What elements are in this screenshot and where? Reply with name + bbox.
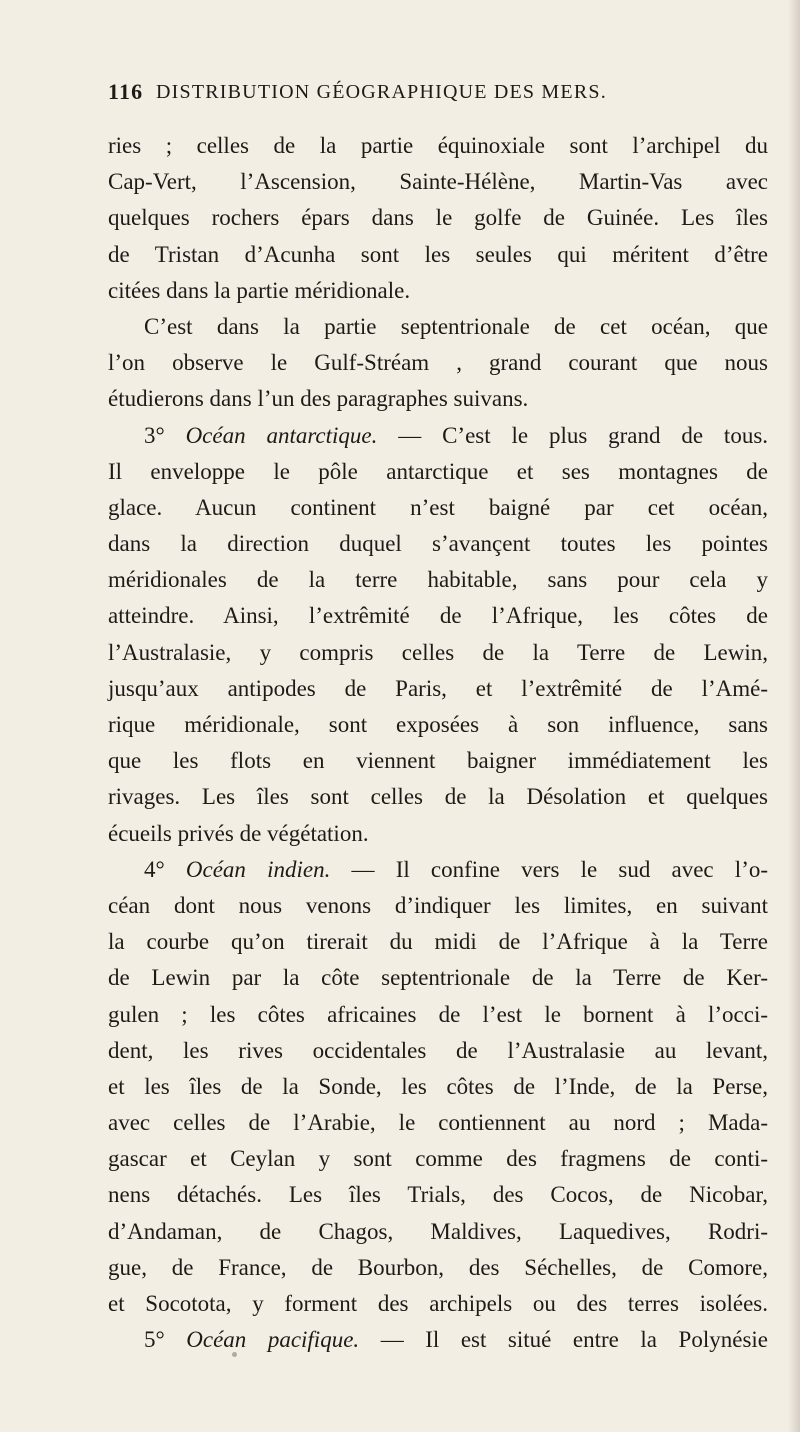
text-line: que les flots en viennent baigner immédiatement les (108, 748, 768, 774)
text-line: dans la direction duquel s’avançent toutes les pointes (108, 531, 768, 557)
section-intro: — Il confine vers le sud avec l’o- (330, 856, 769, 882)
section-heading-antarctic (108, 418, 768, 454)
section-title: Océan antarctique. (185, 422, 378, 448)
page-number: 116 (108, 79, 144, 104)
section-heading-indian (108, 852, 768, 888)
page-edge-shadow (788, 0, 800, 1432)
section-intro: — Il est situé entre la Polynésie (359, 1327, 768, 1353)
text-line: dent, les rives occidentales de l’Australasie au levant, (108, 1037, 768, 1063)
text-line: l’on observe le Gulf-Stréam , grand courant que nous (108, 350, 768, 376)
text-line: gascar et Ceylan y sont comme des fragmens de conti- (108, 1146, 768, 1172)
text-line: de Tristan d’Acunha sont les seules qui méritent d’être (108, 241, 768, 267)
text-line: C’est dans la partie septentrionale de cet océan, que (144, 313, 768, 339)
text-line: de Lewin par la côte septentrionale de la Terre de Ker- (108, 965, 768, 991)
text-line: jusqu’aux antipodes de Paris, et l’extrêmité de l’Amé- (108, 675, 768, 701)
ink-speck (232, 1352, 237, 1357)
text-line: l’Australasie, y compris celles de la Terre de Lewin, (108, 639, 768, 665)
running-title: DISTRIBUTION GÉOGRAPHIQUE DES MERS. (156, 81, 607, 103)
text-line: écueils privés de végétation. (108, 820, 369, 846)
text-line: quelques rochers épars dans le golfe de Guinée. Les îles (108, 205, 768, 231)
body-text (108, 128, 768, 1358)
text-line: rivages. Les îles sont celles de la Désolation et quelques (108, 784, 768, 810)
text-line: d’Andaman, de Chagos, Maldives, Laquedives, Rodri- (108, 1218, 768, 1244)
text-line: rique méridionale, sont exposées à son influence, sans (108, 712, 768, 737)
text-line: avec celles de l’Arabie, le contiennent au nord ; Mada- (108, 1110, 768, 1136)
text-line: la courbe qu’on tirerait du midi de l’Afrique à la Terre (108, 929, 768, 955)
section-number: 5° (144, 1327, 165, 1353)
text-line: citées dans la partie méridionale. (108, 277, 411, 303)
section-title: Océan indien. (185, 856, 331, 882)
text-line: étudierons dans l’un des paragraphes suivans. (108, 386, 529, 412)
text-line: glace. Aucun continent n’est baigné par cet océan, (108, 494, 768, 520)
text-line: et les îles de la Sonde, les côtes de l’Inde, de la Perse, (108, 1073, 768, 1099)
text-line: Cap-Vert, l’Ascension, Sainte-Hélène, Martin-Vas avec (108, 169, 768, 195)
section-title: Océan pacifique. (186, 1327, 360, 1353)
text-line: céan dont nous venons d’indiquer les limites, en suivant (108, 892, 768, 918)
text-line: gulen ; les côtes africaines de l’est le bornent à l’occi- (108, 1001, 768, 1027)
text-line: gue, de France, de Bourbon, des Séchelles, de Comore, (108, 1254, 768, 1280)
section-heading-pacific (108, 1322, 768, 1358)
section-intro: — C’est le plus grand de tous. (377, 422, 769, 448)
text-line: et Socotota, y forment des archipels ou des terres isolées. (108, 1291, 768, 1316)
text-line: nens détachés. Les îles Trials, des Cocos, de Nicobar, (108, 1182, 768, 1208)
text-line: atteindre. Ainsi, l’extrêmité de l’Afrique, les côtes de (108, 603, 768, 629)
section-number: 4° (144, 856, 165, 882)
text-line: Il enveloppe le pôle antarctique et ses montagnes de (108, 458, 768, 484)
text-line: ries ; celles de la partie équinoxiale sont l’archipel du (108, 133, 768, 158)
section-number: 3° (144, 422, 165, 448)
text-line: méridionales de la terre habitable, sans pour cela y (108, 567, 768, 593)
